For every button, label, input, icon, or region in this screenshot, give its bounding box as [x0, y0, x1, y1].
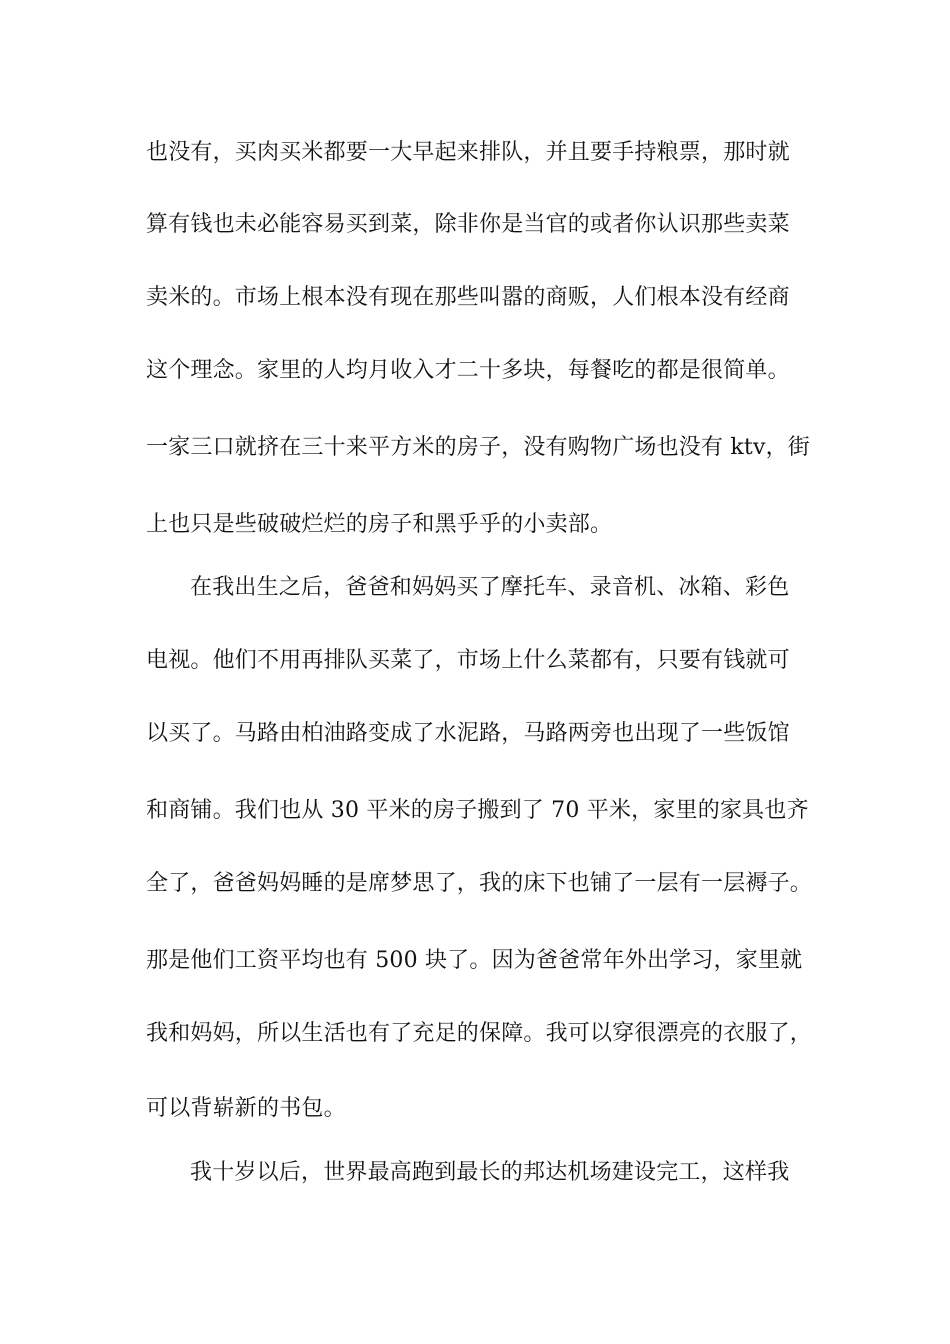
text-line-3: 卖米的。市场上根本没有现在那些叫嚣的商贩，人们根本没有经商 — [146, 285, 790, 310]
text-line-13: 我和妈妈，所以生活也有了充足的保障。我可以穿很漂亮的衣服了， — [146, 1021, 813, 1046]
text-line-8: 电视。他们不用再排队买菜了，市场上什么菜都有，只要有钱就可 — [146, 648, 790, 673]
text-line-5: 一家三口就挤在三十来平方米的房子，没有购物广场也没有 ktv，街 — [146, 435, 810, 460]
text-line-9: 以买了。马路由柏油路变成了水泥路，马路两旁也出现了一些饭馆 — [146, 721, 790, 746]
paragraph-2-line-1: 在我出生之后，爸爸和妈妈买了摩托车、录音机、冰箱、彩色 — [190, 575, 790, 600]
text-line-10: 和商铺。我们也从 30 平米的房子搬到了 70 平米，家里的家具也齐 — [146, 798, 809, 823]
text-line-1: 也没有，买肉买米都要一大早起来排队，并且要手持粮票，那时就 — [146, 140, 790, 165]
paragraph-3-line-1: 我十岁以后，世界最高跑到最长的邦达机场建设完工，这样我 — [190, 1160, 790, 1185]
text-line-12: 那是他们工资平均也有 500 块了。因为爸爸常年外出学习，家里就 — [146, 948, 803, 973]
text-line-6: 上也只是些破破烂烂的房子和黑乎乎的小卖部。 — [146, 512, 613, 537]
text-line-4: 这个理念。家里的人均月收入才二十多块，每餐吃的都是很简单。 — [146, 358, 790, 383]
text-line-14: 可以背崭新的书包。 — [146, 1096, 346, 1121]
text-line-11: 全了，爸爸妈妈睡的是席梦思了，我的床下也铺了一层有一层褥子。 — [146, 871, 813, 896]
text-line-2: 算有钱也未必能容易买到菜，除非你是当官的或者你认识那些卖菜 — [146, 212, 790, 237]
